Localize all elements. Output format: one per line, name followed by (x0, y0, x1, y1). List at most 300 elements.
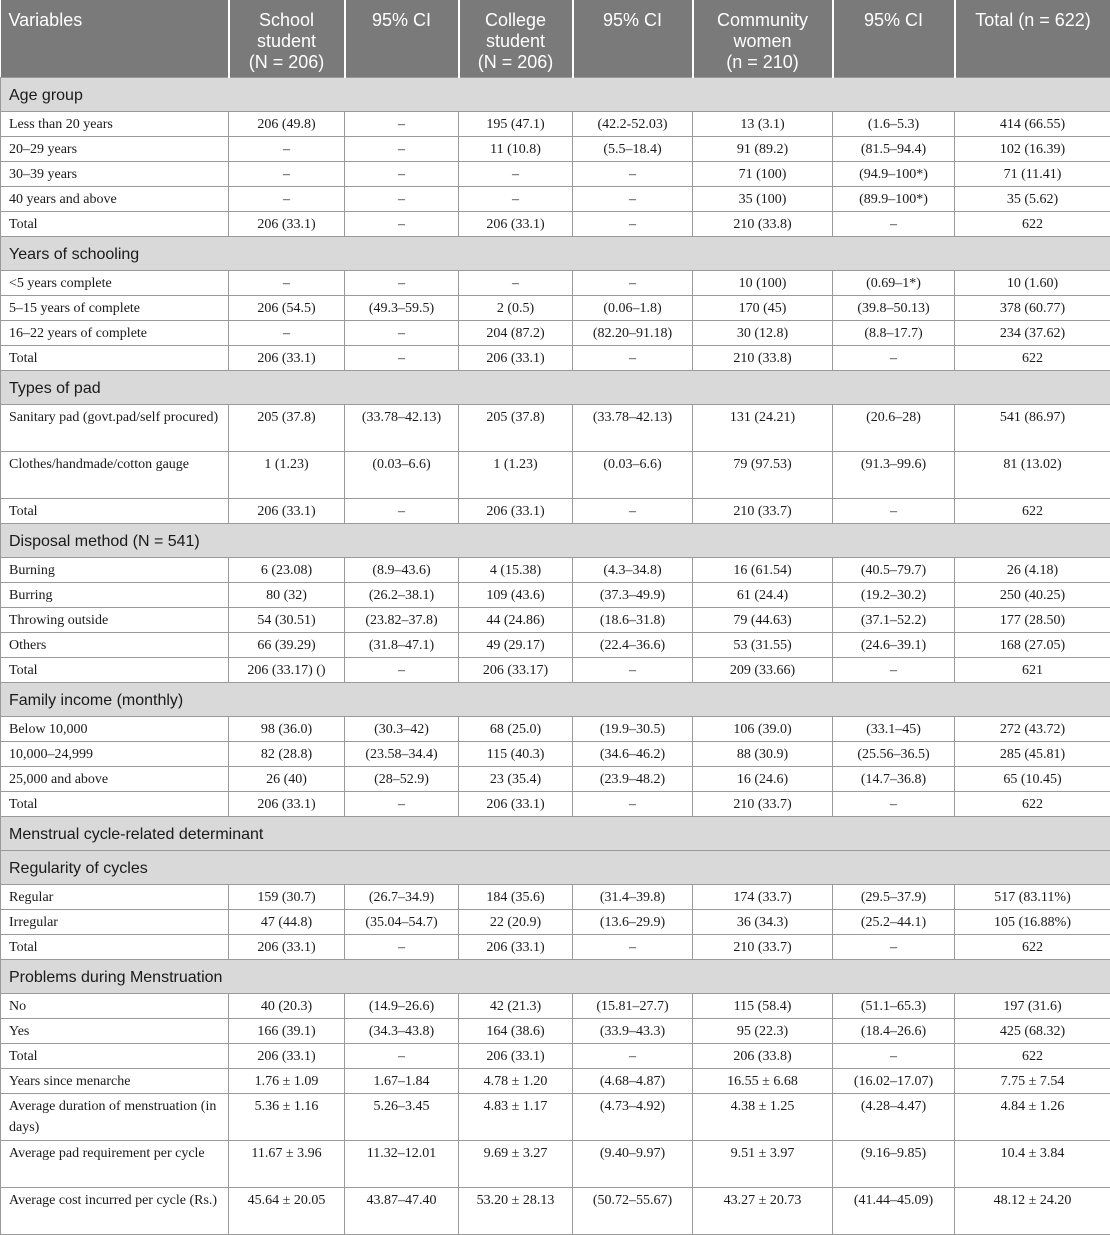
table-cell-total: 414 (66.55) (955, 112, 1110, 137)
table-row (1, 346, 1110, 371)
table-cell-school-ci: – (345, 935, 459, 960)
table-cell-college-student: 4.83 ± 1.17 (459, 1094, 573, 1141)
row-label: Total (1, 792, 229, 817)
table-cell-school-student: 54 (30.51) (229, 608, 345, 633)
table-row (1, 767, 1110, 792)
table-cell-community-women: 61 (24.4) (693, 583, 833, 608)
table-cell-school-student: – (229, 271, 345, 296)
table-cell-total: 168 (27.05) (955, 633, 1110, 658)
table-cell-total: 65 (10.45) (955, 767, 1110, 792)
table-cell-community-women: 91 (89.2) (693, 137, 833, 162)
table-cell-college-student: 53.20 ± 28.13 (459, 1188, 573, 1235)
table-cell-college-student: – (459, 187, 573, 212)
table-cell-college-student: 1 (1.23) (459, 452, 573, 499)
table-cell-school-ci: (31.8–47.1) (345, 633, 459, 658)
table-cell-college-student: 206 (33.1) (459, 346, 573, 371)
table-cell-total: 517 (83.11%) (955, 885, 1110, 910)
table-cell-community-women: 9.51 ± 3.97 (693, 1141, 833, 1188)
column-header-school-ci (345, 0, 459, 78)
table-cell-total: 541 (86.97) (955, 405, 1110, 452)
table-cell-community-ci: – (833, 212, 955, 237)
table-cell-college-student: 44 (24.86) (459, 608, 573, 633)
table-cell-school-ci: – (345, 162, 459, 187)
table-cell-school-student: 206 (54.5) (229, 296, 345, 321)
table-row (1, 187, 1110, 212)
table-cell-total: 621 (955, 658, 1110, 683)
table-cell-total: 81 (13.02) (955, 452, 1110, 499)
table-cell-community-ci: – (833, 658, 955, 683)
table-row (1, 1094, 1110, 1141)
table-row (1, 792, 1110, 817)
column-header-line: College (466, 10, 566, 31)
table-cell-college-ci: (13.6–29.9) (573, 910, 693, 935)
section-title: Years of schooling (1, 237, 1110, 271)
table-cell-school-student: – (229, 321, 345, 346)
table-header (1, 0, 1110, 78)
table-cell-college-ci: (22.4–36.6) (573, 633, 693, 658)
table-cell-community-ci: (89.9–100*) (833, 187, 955, 212)
table-cell-college-ci: – (573, 346, 693, 371)
table-row (1, 405, 1110, 452)
section-title: Age group (1, 78, 1110, 112)
table-cell-school-student: 66 (39.29) (229, 633, 345, 658)
table-cell-total: 234 (37.62) (955, 321, 1110, 346)
section-title: Menstrual cycle-related determinant (1, 817, 1110, 851)
column-header-community-women (693, 0, 833, 78)
table-cell-college-ci: (50.72–55.67) (573, 1188, 693, 1235)
table-cell-community-ci: (39.8–50.13) (833, 296, 955, 321)
table-cell-college-student: 23 (35.4) (459, 767, 573, 792)
table-cell-college-ci: (4.68–4.87) (573, 1069, 693, 1094)
table-cell-total: 105 (16.88%) (955, 910, 1110, 935)
table-cell-community-women: 71 (100) (693, 162, 833, 187)
table-row (1, 271, 1110, 296)
table-cell-school-ci: (26.7–34.9) (345, 885, 459, 910)
table-row (1, 1019, 1110, 1044)
row-label: 20–29 years (1, 137, 229, 162)
table-cell-community-women: 53 (31.55) (693, 633, 833, 658)
table-cell-community-women: 13 (3.1) (693, 112, 833, 137)
column-header-line: 95% CI (840, 10, 948, 31)
table-cell-college-student: 11 (10.8) (459, 137, 573, 162)
row-label: Below 10,000 (1, 717, 229, 742)
table-cell-community-ci: (25.56–36.5) (833, 742, 955, 767)
column-header-college-student (459, 0, 573, 78)
table-cell-total: 622 (955, 499, 1110, 524)
section-header-row (1, 237, 1110, 271)
row-label: Total (1, 346, 229, 371)
table-cell-college-ci: – (573, 658, 693, 683)
table-cell-college-student: 206 (33.1) (459, 212, 573, 237)
table-cell-school-ci: 1.67–1.84 (345, 1069, 459, 1094)
table-cell-college-student: 9.69 ± 3.27 (459, 1141, 573, 1188)
table-cell-total: 378 (60.77) (955, 296, 1110, 321)
table-cell-school-ci: (30.3–42) (345, 717, 459, 742)
table-row (1, 994, 1110, 1019)
table-row (1, 1069, 1110, 1094)
row-label: Regular (1, 885, 229, 910)
column-header-variables (1, 0, 229, 78)
table-cell-school-ci: (33.78–42.13) (345, 405, 459, 452)
table-row (1, 212, 1110, 237)
table-cell-school-student: 206 (33.17) () (229, 658, 345, 683)
table-cell-school-ci: (23.82–37.8) (345, 608, 459, 633)
table-cell-school-student: 1 (1.23) (229, 452, 345, 499)
table-cell-school-ci: 5.26–3.45 (345, 1094, 459, 1141)
table-cell-school-student: 206 (33.1) (229, 935, 345, 960)
table-cell-community-women: 210 (33.7) (693, 499, 833, 524)
section-header-row (1, 78, 1110, 112)
table-cell-school-student: 40 (20.3) (229, 994, 345, 1019)
table-cell-total: 102 (16.39) (955, 137, 1110, 162)
row-label: 40 years and above (1, 187, 229, 212)
table-cell-college-ci: – (573, 935, 693, 960)
column-header-line: 95% CI (580, 10, 686, 31)
table-cell-college-ci: – (573, 187, 693, 212)
table-cell-school-student: 11.67 ± 3.96 (229, 1141, 345, 1188)
table-cell-school-ci: (14.9–26.6) (345, 994, 459, 1019)
table-cell-college-student: 204 (87.2) (459, 321, 573, 346)
table-cell-college-ci: (18.6–31.8) (573, 608, 693, 633)
column-header-school-student (229, 0, 345, 78)
table-cell-school-ci: (35.04–54.7) (345, 910, 459, 935)
table-cell-total: 7.75 ± 7.54 (955, 1069, 1110, 1094)
row-label: Burring (1, 583, 229, 608)
table-cell-community-women: 4.38 ± 1.25 (693, 1094, 833, 1141)
table-cell-school-student: 6 (23.08) (229, 558, 345, 583)
table-cell-school-ci: – (345, 792, 459, 817)
table-cell-school-student: 26 (40) (229, 767, 345, 792)
table-cell-college-ci: (42.2-52.03) (573, 112, 693, 137)
table-cell-school-student: – (229, 137, 345, 162)
table-cell-community-ci: (40.5–79.7) (833, 558, 955, 583)
table-cell-community-ci: (33.1–45) (833, 717, 955, 742)
table-cell-school-student: 205 (37.8) (229, 405, 345, 452)
row-label: Total (1, 935, 229, 960)
table-row (1, 112, 1110, 137)
row-label: Years since menarche (1, 1069, 229, 1094)
table-cell-community-ci: – (833, 499, 955, 524)
table-cell-school-ci: – (345, 187, 459, 212)
table-cell-community-women: 95 (22.3) (693, 1019, 833, 1044)
table-cell-community-women: 10 (100) (693, 271, 833, 296)
table-cell-community-ci: (18.4–26.6) (833, 1019, 955, 1044)
section-header-row (1, 683, 1110, 717)
table-cell-community-women: 115 (58.4) (693, 994, 833, 1019)
table-cell-college-ci: (0.06–1.8) (573, 296, 693, 321)
table-cell-community-ci: – (833, 346, 955, 371)
row-label: Yes (1, 1019, 229, 1044)
header-row (1, 0, 1110, 78)
section-header-row (1, 960, 1110, 994)
column-header-college-ci (573, 0, 693, 78)
table-cell-community-women: 16.55 ± 6.68 (693, 1069, 833, 1094)
table-cell-college-ci: – (573, 271, 693, 296)
table-cell-college-student: 4 (15.38) (459, 558, 573, 583)
row-label: Burning (1, 558, 229, 583)
row-label: Total (1, 1044, 229, 1069)
table-cell-college-student: 22 (20.9) (459, 910, 573, 935)
table-cell-school-ci: – (345, 112, 459, 137)
column-header-line: School (236, 10, 338, 31)
table-cell-school-student: 206 (33.1) (229, 212, 345, 237)
table-cell-school-ci: – (345, 321, 459, 346)
table-cell-school-ci: – (345, 137, 459, 162)
row-label: Others (1, 633, 229, 658)
table-cell-college-student: 184 (35.6) (459, 885, 573, 910)
table-cell-college-student: 206 (33.17) (459, 658, 573, 683)
table-cell-school-ci: – (345, 499, 459, 524)
table-cell-school-student: 206 (33.1) (229, 499, 345, 524)
table-cell-college-student: 115 (40.3) (459, 742, 573, 767)
table-cell-community-ci: – (833, 935, 955, 960)
table-cell-total: 425 (68.32) (955, 1019, 1110, 1044)
row-label: Average pad requirement per cycle (1, 1141, 229, 1188)
row-label: 16–22 years of complete (1, 321, 229, 346)
table-cell-community-ci: (25.2–44.1) (833, 910, 955, 935)
table-cell-school-ci: (23.58–34.4) (345, 742, 459, 767)
table-row (1, 321, 1110, 346)
table-cell-college-student: 109 (43.6) (459, 583, 573, 608)
table-cell-college-student: – (459, 271, 573, 296)
section-header-row (1, 371, 1110, 405)
table-cell-school-ci: – (345, 212, 459, 237)
table-cell-college-student: 206 (33.1) (459, 499, 573, 524)
table-cell-total: 197 (31.6) (955, 994, 1110, 1019)
table-cell-school-ci: (26.2–38.1) (345, 583, 459, 608)
table-cell-school-student: 82 (28.8) (229, 742, 345, 767)
column-header-line: Community (700, 10, 826, 31)
table-row (1, 935, 1110, 960)
table-cell-college-ci: (34.6–46.2) (573, 742, 693, 767)
table-cell-college-ci: – (573, 792, 693, 817)
column-header-total (955, 0, 1110, 78)
table-cell-community-women: 210 (33.7) (693, 792, 833, 817)
table-cell-college-ci: (82.20–91.18) (573, 321, 693, 346)
table-row (1, 1188, 1110, 1235)
row-label: Total (1, 212, 229, 237)
table-cell-college-ci: (37.3–49.9) (573, 583, 693, 608)
table-cell-college-ci: (15.81–27.7) (573, 994, 693, 1019)
row-label: Sanitary pad (govt.pad/self procured) (1, 405, 229, 452)
table-cell-school-ci: – (345, 346, 459, 371)
table-cell-community-ci: (24.6–39.1) (833, 633, 955, 658)
table-cell-total: 4.84 ± 1.26 (955, 1094, 1110, 1141)
table-cell-community-women: 206 (33.8) (693, 1044, 833, 1069)
table-cell-school-student: 5.36 ± 1.16 (229, 1094, 345, 1141)
table-cell-total: 71 (11.41) (955, 162, 1110, 187)
table-cell-community-women: 210 (33.7) (693, 935, 833, 960)
table-cell-community-women: 16 (61.54) (693, 558, 833, 583)
table-cell-school-student: 159 (30.7) (229, 885, 345, 910)
table-cell-community-women: 209 (33.66) (693, 658, 833, 683)
table-cell-college-ci: (33.9–43.3) (573, 1019, 693, 1044)
table-cell-college-student: 206 (33.1) (459, 935, 573, 960)
table-cell-total: 10.4 ± 3.84 (955, 1141, 1110, 1188)
row-label: <5 years complete (1, 271, 229, 296)
table-cell-total: 177 (28.50) (955, 608, 1110, 633)
row-label: Average duration of menstruation (in days) (1, 1094, 229, 1141)
table-row (1, 137, 1110, 162)
table-cell-community-women: 16 (24.6) (693, 767, 833, 792)
table-cell-community-women: 79 (97.53) (693, 452, 833, 499)
table-cell-college-ci: (31.4–39.8) (573, 885, 693, 910)
row-label: 30–39 years (1, 162, 229, 187)
column-header-community-ci (833, 0, 955, 78)
section-header-row (1, 524, 1110, 558)
table-cell-total: 622 (955, 1044, 1110, 1069)
table-row (1, 296, 1110, 321)
table-cell-college-ci: – (573, 162, 693, 187)
table-cell-community-ci: (14.7–36.8) (833, 767, 955, 792)
column-header-line: student (466, 31, 566, 52)
table-cell-community-women: 35 (100) (693, 187, 833, 212)
table-cell-school-student: 206 (49.8) (229, 112, 345, 137)
table-cell-school-ci: (49.3–59.5) (345, 296, 459, 321)
section-title: Regularity of cycles (1, 851, 1110, 885)
table-cell-college-student: 164 (38.6) (459, 1019, 573, 1044)
table-cell-community-ci: (0.69–1*) (833, 271, 955, 296)
table-row (1, 162, 1110, 187)
table-cell-school-ci: (34.3–43.8) (345, 1019, 459, 1044)
section-header-row (1, 851, 1110, 885)
table-cell-college-ci: (4.73–4.92) (573, 1094, 693, 1141)
table-cell-school-student: 166 (39.1) (229, 1019, 345, 1044)
table-cell-community-women: 170 (45) (693, 296, 833, 321)
table-cell-total: 622 (955, 346, 1110, 371)
table-cell-college-student: – (459, 162, 573, 187)
table-cell-school-ci: (8.9–43.6) (345, 558, 459, 583)
table-cell-community-ci: (94.9–100*) (833, 162, 955, 187)
table-cell-community-ci: (51.1–65.3) (833, 994, 955, 1019)
table-row (1, 558, 1110, 583)
table-cell-college-student: 206 (33.1) (459, 1044, 573, 1069)
table-cell-college-ci: (5.5–18.4) (573, 137, 693, 162)
row-label: Total (1, 658, 229, 683)
table-cell-college-ci: – (573, 499, 693, 524)
table-cell-college-ci: (9.40–9.97) (573, 1141, 693, 1188)
table-cell-total: 26 (4.18) (955, 558, 1110, 583)
table-cell-school-student: 98 (36.0) (229, 717, 345, 742)
row-label: Clothes/handmade/cotton gauge (1, 452, 229, 499)
row-label: Total (1, 499, 229, 524)
table-cell-community-ci: (8.8–17.7) (833, 321, 955, 346)
table-row (1, 658, 1110, 683)
table-cell-school-ci: (28–52.9) (345, 767, 459, 792)
table-cell-school-student: 45.64 ± 20.05 (229, 1188, 345, 1235)
table-cell-community-ci: (41.44–45.09) (833, 1188, 955, 1235)
table-cell-college-ci: (23.9–48.2) (573, 767, 693, 792)
row-label: Throwing outside (1, 608, 229, 633)
table-cell-college-ci: (0.03–6.6) (573, 452, 693, 499)
row-label: Average cost incurred per cycle (Rs.) (1, 1188, 229, 1235)
table-cell-community-women: 88 (30.9) (693, 742, 833, 767)
table-cell-school-student: 80 (32) (229, 583, 345, 608)
table-cell-community-ci: (81.5–94.4) (833, 137, 955, 162)
table-row (1, 717, 1110, 742)
table-cell-school-student: 206 (33.1) (229, 792, 345, 817)
table-cell-school-ci: (0.03–6.6) (345, 452, 459, 499)
section-title: Types of pad (1, 371, 1110, 405)
table-cell-school-student: 206 (33.1) (229, 1044, 345, 1069)
table-cell-school-student: 47 (44.8) (229, 910, 345, 935)
table-row (1, 1141, 1110, 1188)
table-cell-school-student: 1.76 ± 1.09 (229, 1069, 345, 1094)
table-cell-college-student: 49 (29.17) (459, 633, 573, 658)
table-row (1, 633, 1110, 658)
table-cell-community-ci: (20.6–28) (833, 405, 955, 452)
table-cell-community-ci: (29.5–37.9) (833, 885, 955, 910)
table-cell-college-ci: (4.3–34.8) (573, 558, 693, 583)
table-cell-college-ci: (33.78–42.13) (573, 405, 693, 452)
row-label: 5–15 years of complete (1, 296, 229, 321)
table-cell-school-ci: 43.87–47.40 (345, 1188, 459, 1235)
table-cell-school-student: 206 (33.1) (229, 346, 345, 371)
table-cell-community-ci: (4.28–4.47) (833, 1094, 955, 1141)
column-header-line: (N = 206) (466, 52, 566, 73)
table-cell-total: 48.12 ± 24.20 (955, 1188, 1110, 1235)
table-cell-community-ci: (19.2–30.2) (833, 583, 955, 608)
table-cell-college-student: 205 (37.8) (459, 405, 573, 452)
table-row (1, 885, 1110, 910)
table-cell-community-women: 36 (34.3) (693, 910, 833, 935)
section-title: Problems during Menstruation (1, 960, 1110, 994)
table-cell-college-student: 2 (0.5) (459, 296, 573, 321)
table-row (1, 1044, 1110, 1069)
table-cell-community-ci: (9.16–9.85) (833, 1141, 955, 1188)
table-cell-total: 622 (955, 212, 1110, 237)
table-cell-total: 285 (45.81) (955, 742, 1110, 767)
column-header-line: (N = 206) (236, 52, 338, 73)
table-cell-college-student: 206 (33.1) (459, 792, 573, 817)
table-row (1, 499, 1110, 524)
table-cell-college-ci: (19.9–30.5) (573, 717, 693, 742)
column-header-line: women (700, 31, 826, 52)
table-cell-total: 272 (43.72) (955, 717, 1110, 742)
row-label: 10,000–24,999 (1, 742, 229, 767)
table-cell-total: 622 (955, 935, 1110, 960)
table-cell-school-ci: – (345, 1044, 459, 1069)
row-label: Less than 20 years (1, 112, 229, 137)
table-cell-college-student: 68 (25.0) (459, 717, 573, 742)
table-cell-community-ci: (37.1–52.2) (833, 608, 955, 633)
column-header-line: Total (n = 622) (962, 10, 1105, 31)
table-cell-college-student: 195 (47.1) (459, 112, 573, 137)
table-row (1, 452, 1110, 499)
table-cell-community-women: 210 (33.8) (693, 212, 833, 237)
table-cell-total: 10 (1.60) (955, 271, 1110, 296)
table-cell-community-women: 30 (12.8) (693, 321, 833, 346)
table-cell-community-ci: – (833, 1044, 955, 1069)
table-cell-community-women: 131 (24.21) (693, 405, 833, 452)
table-cell-college-student: 42 (21.3) (459, 994, 573, 1019)
table-cell-college-ci: – (573, 212, 693, 237)
row-label: No (1, 994, 229, 1019)
table-cell-school-student: – (229, 162, 345, 187)
table-cell-school-ci: 11.32–12.01 (345, 1141, 459, 1188)
table-cell-school-student: – (229, 187, 345, 212)
table-cell-school-ci: – (345, 271, 459, 296)
section-title: Disposal method (N = 541) (1, 524, 1110, 558)
table-cell-college-student: 4.78 ± 1.20 (459, 1069, 573, 1094)
column-header-line: student (236, 31, 338, 52)
column-header-line: 95% CI (352, 10, 452, 31)
section-title: Family income (monthly) (1, 683, 1110, 717)
table-body (1, 78, 1110, 1235)
table-cell-community-ci: (91.3–99.6) (833, 452, 955, 499)
table-cell-school-ci: – (345, 658, 459, 683)
table-cell-community-women: 210 (33.8) (693, 346, 833, 371)
